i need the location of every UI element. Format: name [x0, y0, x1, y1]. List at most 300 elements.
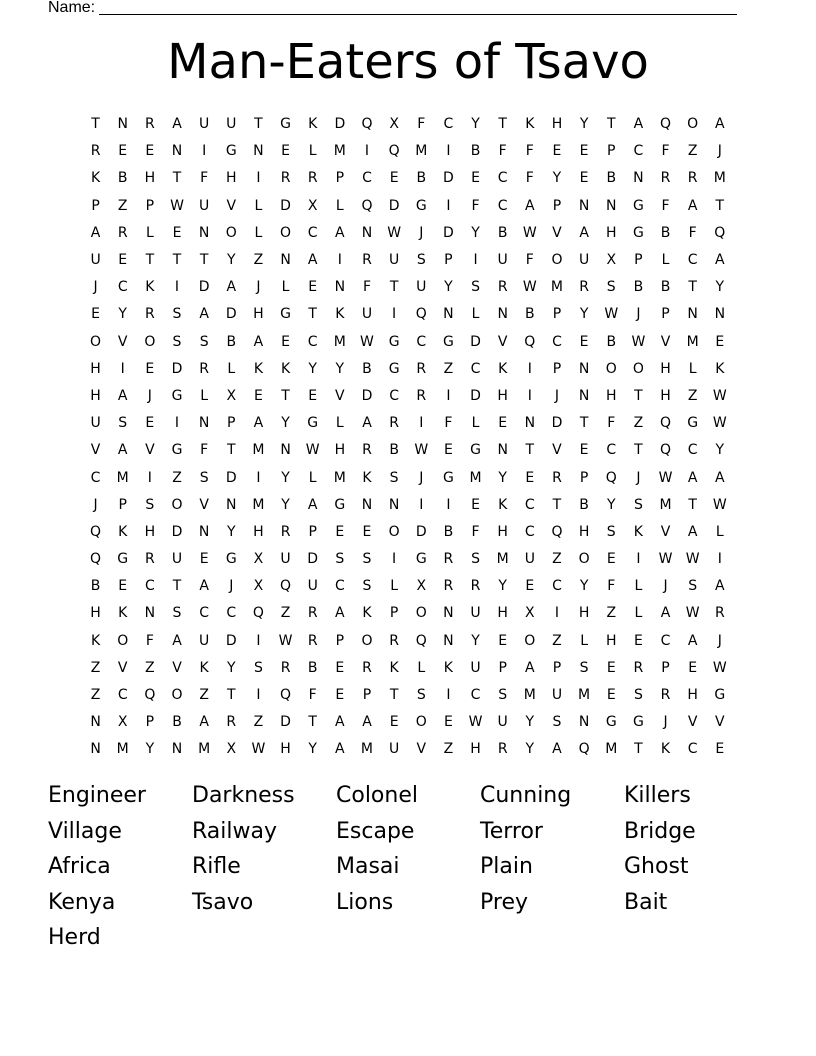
- grid-letter[interactable]: Y: [226, 659, 236, 676]
- grid-letter[interactable]: L: [281, 279, 290, 296]
- grid-letter[interactable]: T: [715, 197, 725, 214]
- grid-letter[interactable]: P: [335, 632, 345, 649]
- grid-letter[interactable]: E: [715, 333, 725, 350]
- grid-letter[interactable]: E: [389, 170, 399, 187]
- grid-letter[interactable]: E: [172, 224, 182, 241]
- grid-letter[interactable]: I: [337, 252, 342, 269]
- grid-letter[interactable]: M: [333, 469, 346, 486]
- grid-letter[interactable]: S: [471, 279, 480, 296]
- grid-letter[interactable]: F: [607, 415, 616, 432]
- grid-letter[interactable]: D: [551, 415, 563, 432]
- grid-letter[interactable]: N: [361, 496, 373, 513]
- grid-letter[interactable]: M: [252, 442, 265, 459]
- grid-letter[interactable]: M: [659, 496, 672, 513]
- grid-letter[interactable]: Y: [471, 116, 480, 133]
- grid-letter[interactable]: X: [226, 741, 237, 758]
- grid-letter[interactable]: A: [335, 741, 345, 758]
- grid-letter[interactable]: E: [281, 143, 290, 160]
- grid-letter[interactable]: C: [334, 578, 345, 595]
- grid-letter[interactable]: H: [660, 360, 671, 377]
- grid-letter[interactable]: Z: [90, 687, 101, 704]
- grid-letter[interactable]: J: [256, 279, 261, 296]
- grid-letter[interactable]: I: [120, 360, 125, 377]
- grid-letter[interactable]: E: [606, 659, 616, 676]
- grid-letter[interactable]: E: [308, 387, 318, 404]
- grid-letter[interactable]: C: [307, 224, 318, 241]
- grid-letter[interactable]: C: [470, 360, 481, 377]
- grid-letter[interactable]: H: [90, 387, 101, 404]
- grid-letter[interactable]: S: [172, 333, 182, 350]
- grid-letter[interactable]: K: [362, 605, 372, 622]
- grid-letter[interactable]: S: [253, 659, 263, 676]
- grid-letter[interactable]: O: [687, 116, 699, 133]
- grid-letter[interactable]: G: [632, 197, 644, 214]
- grid-letter[interactable]: A: [715, 469, 725, 486]
- grid-letter[interactable]: Y: [281, 469, 290, 486]
- grid-letter[interactable]: Z: [606, 605, 617, 622]
- grid-letter[interactable]: H: [497, 605, 508, 622]
- grid-letter[interactable]: H: [144, 170, 156, 187]
- grid-letter[interactable]: Q: [361, 116, 373, 133]
- grid-letter[interactable]: I: [717, 551, 722, 568]
- grid-letter[interactable]: B: [497, 224, 508, 241]
- grid-letter[interactable]: E: [145, 143, 155, 160]
- grid-letter[interactable]: X: [389, 116, 399, 133]
- grid-letter[interactable]: V: [117, 659, 128, 676]
- grid-letter[interactable]: F: [498, 143, 507, 160]
- grid-letter[interactable]: C: [633, 143, 644, 160]
- grid-letter[interactable]: J: [229, 578, 234, 595]
- grid-letter[interactable]: Q: [605, 469, 617, 486]
- grid-letter[interactable]: G: [171, 387, 183, 404]
- grid-letter[interactable]: W: [685, 551, 700, 568]
- grid-letter[interactable]: Q: [415, 632, 427, 649]
- grid-letter[interactable]: V: [172, 659, 182, 676]
- grid-letter[interactable]: N: [361, 224, 373, 241]
- grid-letter[interactable]: Y: [498, 469, 507, 486]
- grid-letter[interactable]: K: [253, 360, 263, 377]
- grid-letter[interactable]: H: [578, 523, 590, 540]
- grid-letter[interactable]: R: [362, 442, 372, 459]
- grid-letter[interactable]: C: [606, 442, 617, 459]
- grid-letter[interactable]: R: [443, 578, 454, 595]
- grid-letter[interactable]: L: [308, 143, 317, 160]
- grid-letter[interactable]: R: [443, 551, 454, 568]
- grid-letter[interactable]: M: [713, 170, 726, 187]
- grid-letter[interactable]: I: [256, 469, 261, 486]
- grid-letter[interactable]: Q: [361, 197, 373, 214]
- grid-letter[interactable]: J: [636, 469, 641, 486]
- grid-letter[interactable]: B: [117, 170, 128, 187]
- grid-letter[interactable]: P: [308, 523, 317, 540]
- grid-letter[interactable]: S: [498, 687, 508, 704]
- grid-letter[interactable]: T: [688, 496, 697, 513]
- grid-letter[interactable]: Y: [471, 224, 480, 241]
- grid-letter[interactable]: W: [278, 632, 293, 649]
- grid-letter[interactable]: G: [280, 116, 291, 133]
- grid-letter[interactable]: Z: [90, 659, 101, 676]
- grid-letter[interactable]: U: [361, 306, 373, 323]
- grid-letter[interactable]: I: [446, 687, 451, 704]
- grid-letter[interactable]: E: [633, 632, 643, 649]
- grid-letter[interactable]: E: [688, 659, 698, 676]
- grid-letter[interactable]: A: [687, 632, 698, 649]
- grid-letter[interactable]: H: [551, 116, 563, 133]
- grid-letter[interactable]: T: [688, 279, 697, 296]
- grid-letter[interactable]: Q: [415, 306, 427, 323]
- grid-letter[interactable]: T: [91, 116, 100, 133]
- grid-letter[interactable]: E: [579, 442, 589, 459]
- grid-letter[interactable]: Q: [90, 523, 102, 540]
- grid-letter[interactable]: S: [118, 415, 128, 432]
- grid-letter[interactable]: O: [578, 551, 590, 568]
- grid-letter[interactable]: T: [634, 741, 643, 758]
- grid-letter[interactable]: N: [280, 252, 291, 269]
- grid-letter[interactable]: H: [280, 741, 291, 758]
- grid-letter[interactable]: N: [226, 496, 237, 513]
- grid-letter[interactable]: I: [147, 469, 152, 486]
- grid-letter[interactable]: A: [633, 116, 644, 133]
- grid-letter[interactable]: N: [171, 741, 183, 758]
- grid-letter[interactable]: K: [525, 116, 535, 133]
- grid-letter[interactable]: R: [552, 469, 562, 486]
- grid-letter[interactable]: B: [90, 578, 101, 595]
- grid-letter[interactable]: M: [415, 143, 428, 160]
- grid-letter[interactable]: P: [145, 714, 155, 731]
- grid-letter[interactable]: I: [256, 170, 261, 187]
- grid-letter[interactable]: E: [443, 442, 453, 459]
- grid-letter[interactable]: V: [552, 442, 562, 459]
- grid-letter[interactable]: N: [443, 632, 454, 649]
- grid-letter[interactable]: W: [658, 469, 673, 486]
- name-underline[interactable]: [99, 0, 737, 15]
- grid-letter[interactable]: K: [308, 116, 318, 133]
- grid-letter[interactable]: D: [171, 523, 183, 540]
- grid-letter[interactable]: G: [470, 442, 481, 459]
- grid-letter[interactable]: Y: [715, 279, 725, 296]
- grid-letter[interactable]: R: [579, 279, 589, 296]
- grid-letter[interactable]: J: [419, 469, 424, 486]
- grid-letter[interactable]: C: [362, 170, 372, 187]
- grid-letter[interactable]: T: [634, 387, 643, 404]
- grid-letter[interactable]: P: [661, 659, 670, 676]
- grid-letter[interactable]: K: [362, 469, 372, 486]
- grid-letter[interactable]: A: [525, 659, 535, 676]
- grid-letter[interactable]: G: [442, 333, 454, 350]
- grid-letter[interactable]: R: [280, 170, 291, 187]
- grid-letter[interactable]: S: [633, 496, 643, 513]
- grid-letter[interactable]: Y: [715, 442, 725, 459]
- grid-letter[interactable]: Z: [117, 197, 128, 214]
- grid-letter[interactable]: J: [93, 496, 98, 513]
- grid-letter[interactable]: U: [307, 578, 318, 595]
- grid-letter[interactable]: K: [145, 279, 155, 296]
- grid-letter[interactable]: W: [631, 333, 646, 350]
- grid-letter[interactable]: N: [443, 306, 454, 323]
- grid-letter[interactable]: P: [91, 197, 100, 214]
- grid-letter[interactable]: C: [524, 523, 535, 540]
- grid-letter[interactable]: D: [225, 632, 237, 649]
- grid-letter[interactable]: A: [362, 714, 372, 731]
- grid-letter[interactable]: E: [498, 632, 508, 649]
- grid-letter[interactable]: N: [714, 306, 726, 323]
- grid-letter[interactable]: A: [172, 632, 182, 649]
- grid-letter[interactable]: O: [171, 496, 183, 513]
- grid-letter[interactable]: S: [579, 659, 589, 676]
- grid-letter[interactable]: R: [660, 170, 671, 187]
- grid-letter[interactable]: C: [117, 687, 128, 704]
- grid-letter[interactable]: L: [254, 224, 263, 241]
- grid-letter[interactable]: N: [253, 143, 264, 160]
- grid-letter[interactable]: E: [145, 415, 155, 432]
- grid-letter[interactable]: C: [443, 116, 454, 133]
- grid-letter[interactable]: M: [469, 469, 482, 486]
- grid-letter[interactable]: O: [117, 632, 129, 649]
- grid-letter[interactable]: F: [525, 170, 534, 187]
- grid-letter[interactable]: N: [633, 170, 644, 187]
- grid-letter[interactable]: Y: [525, 714, 535, 731]
- grid-letter[interactable]: U: [578, 252, 590, 269]
- grid-letter[interactable]: R: [362, 252, 372, 269]
- grid-letter[interactable]: W: [522, 279, 537, 296]
- grid-letter[interactable]: V: [145, 442, 155, 459]
- grid-letter[interactable]: W: [658, 551, 673, 568]
- grid-letter[interactable]: O: [144, 333, 156, 350]
- grid-letter[interactable]: Y: [118, 306, 127, 323]
- grid-letter[interactable]: N: [90, 714, 101, 731]
- grid-letter[interactable]: K: [199, 659, 209, 676]
- grid-letter[interactable]: Q: [524, 333, 536, 350]
- grid-letter[interactable]: R: [497, 279, 508, 296]
- grid-letter[interactable]: Y: [335, 360, 345, 377]
- grid-letter[interactable]: R: [389, 415, 399, 432]
- grid-letter[interactable]: W: [522, 224, 537, 241]
- grid-letter[interactable]: Y: [226, 252, 236, 269]
- grid-letter[interactable]: E: [118, 143, 128, 160]
- grid-letter[interactable]: R: [307, 632, 318, 649]
- grid-letter[interactable]: W: [685, 605, 700, 622]
- grid-letter[interactable]: E: [525, 469, 535, 486]
- grid-letter[interactable]: B: [416, 170, 427, 187]
- grid-letter[interactable]: I: [202, 143, 207, 160]
- grid-letter[interactable]: T: [552, 496, 562, 513]
- grid-letter[interactable]: E: [552, 143, 562, 160]
- grid-letter[interactable]: W: [251, 741, 266, 758]
- grid-letter[interactable]: Y: [281, 415, 290, 432]
- grid-letter[interactable]: W: [414, 442, 429, 459]
- grid-letter[interactable]: L: [145, 224, 154, 241]
- grid-letter[interactable]: F: [308, 687, 317, 704]
- grid-letter[interactable]: Z: [199, 687, 209, 704]
- grid-letter[interactable]: M: [578, 687, 591, 704]
- grid-letter[interactable]: T: [199, 252, 209, 269]
- grid-letter[interactable]: A: [172, 116, 182, 133]
- grid-letter[interactable]: H: [226, 170, 237, 187]
- grid-letter[interactable]: C: [497, 170, 508, 187]
- grid-letter[interactable]: S: [416, 687, 426, 704]
- grid-letter[interactable]: F: [417, 116, 426, 133]
- grid-letter[interactable]: E: [715, 741, 725, 758]
- grid-letter[interactable]: D: [470, 333, 481, 350]
- grid-letter[interactable]: S: [172, 306, 182, 323]
- grid-letter[interactable]: T: [308, 714, 317, 731]
- grid-letter[interactable]: X: [117, 714, 128, 731]
- grid-letter[interactable]: K: [498, 360, 508, 377]
- grid-letter[interactable]: A: [199, 306, 209, 323]
- grid-letter[interactable]: K: [335, 306, 345, 323]
- grid-letter[interactable]: A: [307, 252, 318, 269]
- grid-letter[interactable]: R: [144, 551, 155, 568]
- grid-letter[interactable]: B: [660, 224, 671, 241]
- grid-letter[interactable]: E: [335, 523, 345, 540]
- grid-letter[interactable]: K: [280, 360, 291, 377]
- grid-letter[interactable]: A: [117, 442, 128, 459]
- grid-letter[interactable]: M: [333, 333, 346, 350]
- grid-letter[interactable]: G: [388, 360, 400, 377]
- grid-letter[interactable]: O: [524, 632, 536, 649]
- grid-letter[interactable]: Q: [90, 551, 102, 568]
- grid-letter[interactable]: X: [606, 252, 617, 269]
- grid-letter[interactable]: Y: [145, 741, 155, 758]
- grid-letter[interactable]: M: [198, 741, 211, 758]
- grid-letter[interactable]: Z: [633, 415, 644, 432]
- grid-letter[interactable]: Y: [308, 360, 317, 377]
- grid-letter[interactable]: K: [633, 523, 643, 540]
- grid-letter[interactable]: D: [361, 387, 373, 404]
- grid-letter[interactable]: H: [90, 605, 101, 622]
- grid-letter[interactable]: M: [333, 143, 346, 160]
- grid-letter[interactable]: D: [280, 714, 291, 731]
- grid-letter[interactable]: I: [446, 496, 451, 513]
- grid-letter[interactable]: S: [606, 523, 616, 540]
- grid-letter[interactable]: Y: [498, 578, 507, 595]
- grid-letter[interactable]: L: [634, 578, 643, 595]
- grid-letter[interactable]: N: [198, 415, 210, 432]
- grid-letter[interactable]: H: [687, 687, 698, 704]
- grid-letter[interactable]: T: [172, 170, 182, 187]
- grid-letter[interactable]: I: [446, 143, 451, 160]
- grid-letter[interactable]: R: [362, 659, 372, 676]
- grid-letter[interactable]: I: [392, 551, 397, 568]
- grid-letter[interactable]: I: [174, 415, 180, 432]
- grid-letter[interactable]: L: [254, 197, 263, 214]
- grid-letter[interactable]: O: [415, 714, 427, 731]
- grid-letter[interactable]: P: [227, 415, 236, 432]
- grid-letter[interactable]: U: [280, 551, 291, 568]
- grid-letter[interactable]: H: [334, 442, 346, 459]
- grid-letter[interactable]: V: [226, 197, 237, 214]
- grid-letter[interactable]: H: [578, 605, 590, 622]
- grid-letter[interactable]: V: [335, 387, 345, 404]
- grid-letter[interactable]: Y: [606, 496, 616, 513]
- grid-letter[interactable]: T: [308, 306, 317, 323]
- grid-letter[interactable]: G: [307, 415, 319, 432]
- grid-letter[interactable]: A: [90, 224, 101, 241]
- grid-letter[interactable]: Y: [579, 578, 589, 595]
- grid-letter[interactable]: U: [90, 415, 101, 432]
- grid-letter[interactable]: E: [308, 279, 318, 296]
- grid-letter[interactable]: H: [497, 387, 508, 404]
- grid-letter[interactable]: F: [200, 170, 209, 187]
- grid-letter[interactable]: P: [552, 659, 562, 676]
- grid-letter[interactable]: W: [387, 224, 402, 241]
- grid-letter[interactable]: V: [552, 224, 562, 241]
- grid-letter[interactable]: M: [496, 551, 509, 568]
- grid-letter[interactable]: Z: [687, 143, 698, 160]
- grid-letter[interactable]: A: [307, 496, 318, 513]
- grid-letter[interactable]: C: [552, 333, 562, 350]
- grid-letter[interactable]: B: [525, 306, 535, 323]
- grid-letter[interactable]: C: [307, 333, 318, 350]
- grid-letter[interactable]: E: [579, 170, 589, 187]
- grid-letter[interactable]: I: [419, 415, 424, 432]
- grid-letter[interactable]: E: [199, 551, 209, 568]
- grid-letter[interactable]: F: [525, 143, 534, 160]
- grid-letter[interactable]: S: [362, 578, 372, 595]
- grid-letter[interactable]: E: [253, 387, 263, 404]
- grid-letter[interactable]: R: [389, 632, 399, 649]
- grid-letter[interactable]: S: [416, 252, 426, 269]
- grid-letter[interactable]: H: [605, 632, 617, 649]
- grid-letter[interactable]: P: [145, 197, 155, 214]
- grid-letter[interactable]: U: [199, 197, 210, 214]
- grid-letter[interactable]: C: [497, 197, 508, 214]
- grid-letter[interactable]: B: [226, 333, 237, 350]
- grid-letter[interactable]: D: [415, 523, 427, 540]
- grid-letter[interactable]: T: [281, 387, 290, 404]
- grid-letter[interactable]: B: [606, 333, 617, 350]
- grid-letter[interactable]: C: [552, 578, 562, 595]
- grid-letter[interactable]: W: [305, 442, 320, 459]
- grid-letter[interactable]: P: [634, 252, 643, 269]
- grid-letter[interactable]: A: [335, 605, 345, 622]
- grid-letter[interactable]: X: [226, 387, 237, 404]
- grid-letter[interactable]: N: [198, 523, 210, 540]
- grid-letter[interactable]: A: [552, 741, 562, 758]
- grid-letter[interactable]: B: [307, 659, 318, 676]
- grid-letter[interactable]: L: [471, 306, 480, 323]
- grid-letter[interactable]: O: [415, 605, 427, 622]
- grid-letter[interactable]: W: [712, 659, 727, 676]
- grid-letter[interactable]: N: [334, 279, 346, 296]
- grid-letter[interactable]: L: [580, 632, 588, 649]
- grid-letter[interactable]: H: [144, 523, 156, 540]
- grid-letter[interactable]: P: [552, 360, 562, 377]
- grid-letter[interactable]: D: [225, 306, 237, 323]
- grid-letter[interactable]: Z: [172, 469, 182, 486]
- grid-letter[interactable]: J: [93, 279, 98, 296]
- grid-letter[interactable]: G: [442, 469, 454, 486]
- grid-letter[interactable]: Y: [471, 632, 480, 649]
- grid-letter[interactable]: E: [498, 415, 508, 432]
- grid-letter[interactable]: J: [717, 143, 722, 160]
- grid-letter[interactable]: T: [579, 415, 589, 432]
- grid-letter[interactable]: Z: [443, 741, 454, 758]
- grid-letter[interactable]: T: [389, 687, 399, 704]
- grid-letter[interactable]: M: [252, 496, 265, 513]
- grid-letter[interactable]: O: [225, 224, 237, 241]
- grid-letter[interactable]: B: [443, 523, 454, 540]
- grid-letter[interactable]: Q: [714, 224, 726, 241]
- grid-letter[interactable]: G: [632, 714, 644, 731]
- grid-letter[interactable]: Q: [660, 415, 672, 432]
- grid-letter[interactable]: A: [226, 279, 237, 296]
- grid-letter[interactable]: Q: [578, 741, 590, 758]
- grid-letter[interactable]: I: [256, 632, 261, 649]
- grid-letter[interactable]: S: [688, 578, 698, 595]
- grid-letter[interactable]: I: [527, 387, 532, 404]
- grid-letter[interactable]: N: [606, 197, 617, 214]
